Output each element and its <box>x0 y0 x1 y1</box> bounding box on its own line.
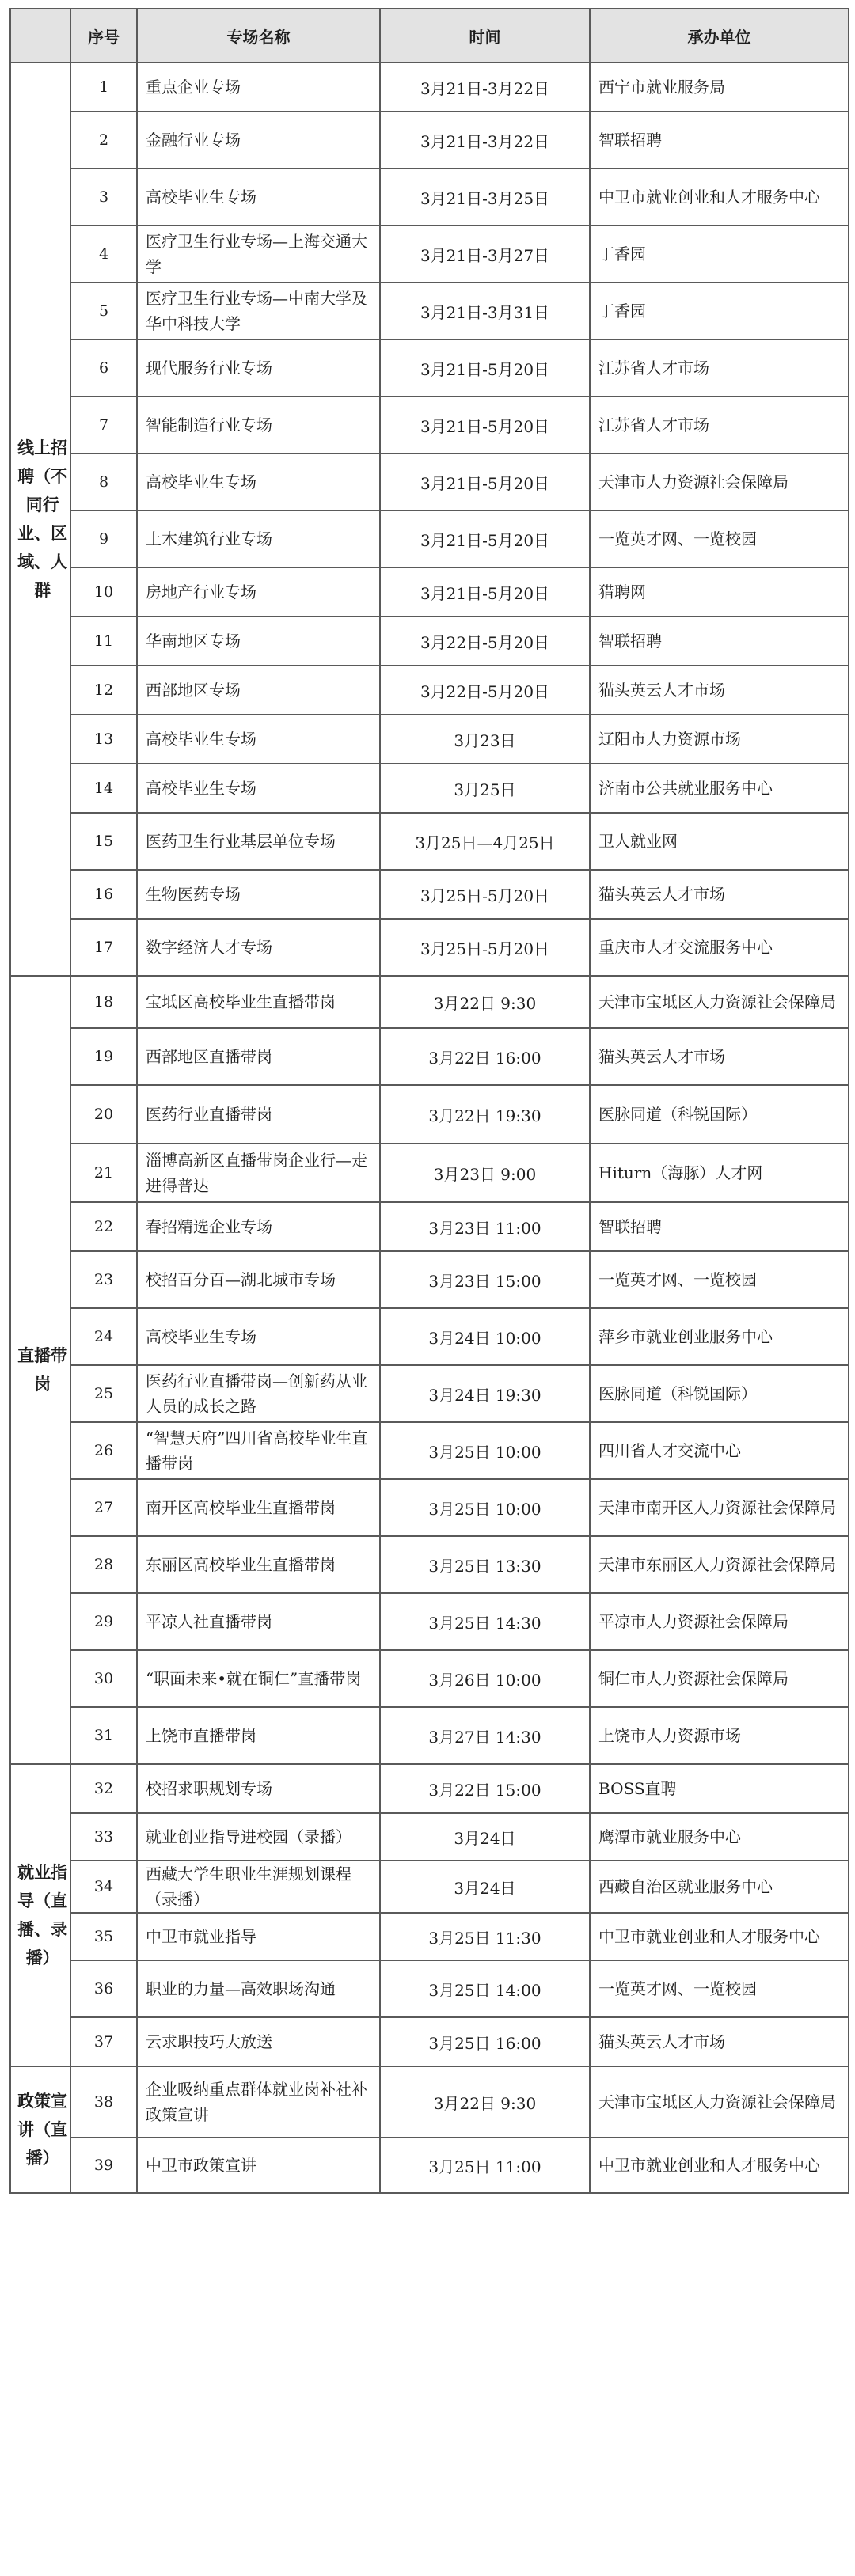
session-name: 淄博高新区直播带岗企业行—走进得普达 <box>137 1144 380 1202</box>
organizer-name: 天津市宝坻区人力资源社会保障局 <box>590 976 849 1028</box>
organizer-name: 一览英才网、一览校园 <box>590 1960 849 2017</box>
session-time: 3月25日-5月20日 <box>380 919 590 976</box>
session-name: 智能制造行业专场 <box>137 396 380 453</box>
table-row <box>10 1650 849 1707</box>
session-time: 3月21日-5月20日 <box>380 453 590 510</box>
organizer-name: 天津市人力资源社会保障局 <box>590 453 849 510</box>
table-row <box>10 1308 849 1365</box>
session-name: 西部地区专场 <box>137 666 380 715</box>
organizer-name: Hiturn（海豚）人才网 <box>590 1144 849 1202</box>
table-row <box>10 453 849 510</box>
table-row <box>10 567 849 616</box>
row-number: 27 <box>70 1479 137 1536</box>
row-number: 35 <box>70 1913 137 1960</box>
session-name: 生物医药专场 <box>137 870 380 919</box>
organizer-name: 猎聘网 <box>590 567 849 616</box>
row-number: 34 <box>70 1861 137 1913</box>
session-name: 校招求职规划专场 <box>137 1764 380 1813</box>
session-time: 3月22日 9:30 <box>380 976 590 1028</box>
organizer-name: 猫头英云人才市场 <box>590 666 849 715</box>
row-number: 1 <box>70 63 137 112</box>
table-row <box>10 63 849 112</box>
session-time: 3月21日-3月25日 <box>380 169 590 226</box>
session-time: 3月25日 10:00 <box>380 1479 590 1536</box>
header-session-name: 专场名称 <box>137 9 380 63</box>
category-cell <box>10 1764 70 2066</box>
organizer-name: 上饶市人力资源市场 <box>590 1707 849 1764</box>
row-number: 8 <box>70 453 137 510</box>
session-time: 3月21日-5月20日 <box>380 396 590 453</box>
row-number: 39 <box>70 2138 137 2193</box>
table-row <box>10 813 849 870</box>
session-time: 3月25日 11:00 <box>380 2138 590 2193</box>
session-time: 3月24日 19:30 <box>380 1365 590 1422</box>
table-row <box>10 1028 849 1085</box>
row-number: 11 <box>70 616 137 666</box>
row-number: 2 <box>70 112 137 169</box>
row-number: 25 <box>70 1365 137 1422</box>
row-number: 23 <box>70 1251 137 1308</box>
session-time: 3月25日 <box>380 764 590 813</box>
table-row <box>10 616 849 666</box>
category-cell <box>10 976 70 1764</box>
table-row <box>10 666 849 715</box>
row-number: 33 <box>70 1813 137 1861</box>
row-number: 28 <box>70 1536 137 1593</box>
table-row <box>10 112 849 169</box>
table-row <box>10 2066 849 2138</box>
session-time: 3月24日 <box>380 1861 590 1913</box>
session-time: 3月23日 9:00 <box>380 1144 590 1202</box>
session-time: 3月21日-3月31日 <box>380 283 590 340</box>
organizer-name: 医脉同道（科锐国际） <box>590 1365 849 1422</box>
row-number: 10 <box>70 567 137 616</box>
row-number: 24 <box>70 1308 137 1365</box>
header-organizer: 承办单位 <box>590 9 849 63</box>
session-time: 3月25日 13:30 <box>380 1536 590 1593</box>
session-time: 3月23日 11:00 <box>380 1202 590 1251</box>
session-time: 3月22日 19:30 <box>380 1085 590 1144</box>
session-name: “职面未来•就在铜仁”直播带岗 <box>137 1650 380 1707</box>
row-number: 4 <box>70 226 137 283</box>
row-number: 29 <box>70 1593 137 1650</box>
organizer-name: BOSS直聘 <box>590 1764 849 1813</box>
table-body <box>10 63 849 2193</box>
organizer-name: 中卫市就业创业和人才服务中心 <box>590 1913 849 1960</box>
table-row <box>10 1707 849 1764</box>
row-number: 19 <box>70 1028 137 1085</box>
organizer-name: 萍乡市就业创业服务中心 <box>590 1308 849 1365</box>
organizer-name: 铜仁市人力资源社会保障局 <box>590 1650 849 1707</box>
session-time: 3月21日-5月20日 <box>380 567 590 616</box>
session-time: 3月21日-5月20日 <box>380 340 590 396</box>
category-label: 就业指导（直播、录播） <box>17 1862 68 1967</box>
organizer-name: 济南市公共就业服务中心 <box>590 764 849 813</box>
organizer-name: 猫头英云人才市场 <box>590 1028 849 1085</box>
session-time: 3月24日 10:00 <box>380 1308 590 1365</box>
organizer-name: 平凉市人力资源社会保障局 <box>590 1593 849 1650</box>
session-name: 东丽区高校毕业生直播带岗 <box>137 1536 380 1593</box>
job-fair-schedule-table <box>10 8 849 2194</box>
organizer-name: 中卫市就业创业和人才服务中心 <box>590 169 849 226</box>
header-category <box>10 9 70 63</box>
table-row <box>10 396 849 453</box>
row-number: 3 <box>70 169 137 226</box>
row-number: 38 <box>70 2066 137 2138</box>
organizer-name: 智联招聘 <box>590 1202 849 1251</box>
table-row <box>10 226 849 283</box>
table-row <box>10 283 849 340</box>
session-time: 3月22日-5月20日 <box>380 666 590 715</box>
organizer-name: 智联招聘 <box>590 112 849 169</box>
session-name: 职业的力量—高效职场沟通 <box>137 1960 380 2017</box>
category-cell <box>10 63 70 976</box>
session-name: 土木建筑行业专场 <box>137 510 380 567</box>
session-time: 3月25日—4月25日 <box>380 813 590 870</box>
session-name: 校招百分百—湖北城市专场 <box>137 1251 380 1308</box>
table-row <box>10 1422 849 1479</box>
organizer-name: 猫头英云人才市场 <box>590 2017 849 2066</box>
table-row <box>10 1813 849 1861</box>
row-number: 7 <box>70 396 137 453</box>
row-number: 17 <box>70 919 137 976</box>
organizer-name: 鹰潭市就业服务中心 <box>590 1813 849 1861</box>
table-row <box>10 510 849 567</box>
session-time: 3月23日 <box>380 715 590 764</box>
category-label: 直播带岗 <box>17 1345 68 1394</box>
session-name: 企业吸纳重点群体就业岗补社补政策宣讲 <box>137 2066 380 2138</box>
organizer-name: 猫头英云人才市场 <box>590 870 849 919</box>
header-number: 序号 <box>70 9 137 63</box>
session-name: 重点企业专场 <box>137 63 380 112</box>
table-row <box>10 1144 849 1202</box>
session-name: 上饶市直播带岗 <box>137 1707 380 1764</box>
row-number: 6 <box>70 340 137 396</box>
session-name: 西藏大学生职业生涯规划课程（录播） <box>137 1861 380 1913</box>
session-time: 3月25日 14:30 <box>380 1593 590 1650</box>
row-number: 32 <box>70 1764 137 1813</box>
organizer-name: 医脉同道（科锐国际） <box>590 1085 849 1144</box>
organizer-name: 卫人就业网 <box>590 813 849 870</box>
organizer-name: 江苏省人才市场 <box>590 340 849 396</box>
table-row <box>10 1085 849 1144</box>
organizer-name: 四川省人才交流中心 <box>590 1422 849 1479</box>
session-name: 高校毕业生专场 <box>137 764 380 813</box>
session-name: 中卫市就业指导 <box>137 1913 380 1960</box>
organizer-name: 江苏省人才市场 <box>590 396 849 453</box>
category-label: 政策宣讲（直播） <box>17 2091 68 2168</box>
table-row <box>10 1202 849 1251</box>
row-number: 22 <box>70 1202 137 1251</box>
session-name: 高校毕业生专场 <box>137 715 380 764</box>
session-time: 3月22日 9:30 <box>380 2066 590 2138</box>
organizer-name: 智联招聘 <box>590 616 849 666</box>
session-name: 金融行业专场 <box>137 112 380 169</box>
session-name: 医药行业直播带岗—创新药从业人员的成长之路 <box>137 1365 380 1422</box>
table-row <box>10 2138 849 2193</box>
table-row <box>10 764 849 813</box>
organizer-name: 天津市东丽区人力资源社会保障局 <box>590 1536 849 1593</box>
table-row <box>10 2017 849 2066</box>
session-time: 3月21日-3月22日 <box>380 63 590 112</box>
row-number: 12 <box>70 666 137 715</box>
session-name: 宝坻区高校毕业生直播带岗 <box>137 976 380 1028</box>
table-row <box>10 1365 849 1422</box>
session-name: 高校毕业生专场 <box>137 453 380 510</box>
organizer-name: 中卫市就业创业和人才服务中心 <box>590 2138 849 2193</box>
table-row <box>10 1251 849 1308</box>
session-name: 高校毕业生专场 <box>137 169 380 226</box>
header-time: 时间 <box>380 9 590 63</box>
row-number: 31 <box>70 1707 137 1764</box>
session-time: 3月26日 10:00 <box>380 1650 590 1707</box>
table-row <box>10 1960 849 2017</box>
session-time: 3月25日 10:00 <box>380 1422 590 1479</box>
session-time: 3月25日 16:00 <box>380 2017 590 2066</box>
row-number: 5 <box>70 283 137 340</box>
table-row <box>10 1593 849 1650</box>
session-name: 医疗卫生行业专场—中南大学及华中科技大学 <box>137 283 380 340</box>
table-row <box>10 1536 849 1593</box>
table-row <box>10 340 849 396</box>
table-row <box>10 1861 849 1913</box>
session-time: 3月22日 15:00 <box>380 1764 590 1813</box>
table-row <box>10 870 849 919</box>
category-cell <box>10 2066 70 2193</box>
session-name: 医疗卫生行业专场—上海交通大学 <box>137 226 380 283</box>
session-name: 医药行业直播带岗 <box>137 1085 380 1144</box>
organizer-name: 丁香园 <box>590 226 849 283</box>
row-number: 37 <box>70 2017 137 2066</box>
row-number: 30 <box>70 1650 137 1707</box>
organizer-name: 天津市宝坻区人力资源社会保障局 <box>590 2066 849 2138</box>
session-name: 现代服务行业专场 <box>137 340 380 396</box>
organizer-name: 天津市南开区人力资源社会保障局 <box>590 1479 849 1536</box>
row-number: 9 <box>70 510 137 567</box>
table-row <box>10 715 849 764</box>
session-time: 3月25日-5月20日 <box>380 870 590 919</box>
organizer-name: 一览英才网、一览校园 <box>590 510 849 567</box>
row-number: 16 <box>70 870 137 919</box>
session-name: 西部地区直播带岗 <box>137 1028 380 1085</box>
session-name: 医药卫生行业基层单位专场 <box>137 813 380 870</box>
row-number: 21 <box>70 1144 137 1202</box>
session-name: “智慧天府”四川省高校毕业生直播带岗 <box>137 1422 380 1479</box>
session-name: 房地产行业专场 <box>137 567 380 616</box>
session-time: 3月22日 16:00 <box>380 1028 590 1085</box>
session-name: 数字经济人才专场 <box>137 919 380 976</box>
table-row <box>10 919 849 976</box>
table-header-row <box>10 9 849 63</box>
session-name: 云求职技巧大放送 <box>137 2017 380 2066</box>
session-name: 就业创业指导进校园（录播） <box>137 1813 380 1861</box>
session-name: 春招精选企业专场 <box>137 1202 380 1251</box>
table-row <box>10 169 849 226</box>
organizer-name: 辽阳市人力资源市场 <box>590 715 849 764</box>
row-number: 15 <box>70 813 137 870</box>
session-time: 3月22日-5月20日 <box>380 616 590 666</box>
row-number: 18 <box>70 976 137 1028</box>
organizer-name: 丁香园 <box>590 283 849 340</box>
organizer-name: 重庆市人才交流服务中心 <box>590 919 849 976</box>
row-number: 20 <box>70 1085 137 1144</box>
session-name: 华南地区专场 <box>137 616 380 666</box>
table-row <box>10 1913 849 1960</box>
session-time: 3月25日 14:00 <box>380 1960 590 2017</box>
organizer-name: 西宁市就业服务局 <box>590 63 849 112</box>
row-number: 14 <box>70 764 137 813</box>
table-row <box>10 1764 849 1813</box>
table-row <box>10 1479 849 1536</box>
row-number: 13 <box>70 715 137 764</box>
session-time: 3月21日-3月27日 <box>380 226 590 283</box>
session-time: 3月21日-3月22日 <box>380 112 590 169</box>
session-name: 中卫市政策宣讲 <box>137 2138 380 2193</box>
organizer-name: 西藏自治区就业服务中心 <box>590 1861 849 1913</box>
session-time: 3月27日 14:30 <box>380 1707 590 1764</box>
session-time: 3月24日 <box>380 1813 590 1861</box>
category-label: 线上招聘（不同行业、区域、人群 <box>17 438 68 600</box>
row-number: 36 <box>70 1960 137 2017</box>
session-name: 高校毕业生专场 <box>137 1308 380 1365</box>
table-row <box>10 976 849 1028</box>
organizer-name: 一览英才网、一览校园 <box>590 1251 849 1308</box>
session-time: 3月21日-5月20日 <box>380 510 590 567</box>
session-time: 3月23日 15:00 <box>380 1251 590 1308</box>
session-name: 平凉人社直播带岗 <box>137 1593 380 1650</box>
row-number: 26 <box>70 1422 137 1479</box>
session-name: 南开区高校毕业生直播带岗 <box>137 1479 380 1536</box>
session-time: 3月25日 11:30 <box>380 1913 590 1960</box>
